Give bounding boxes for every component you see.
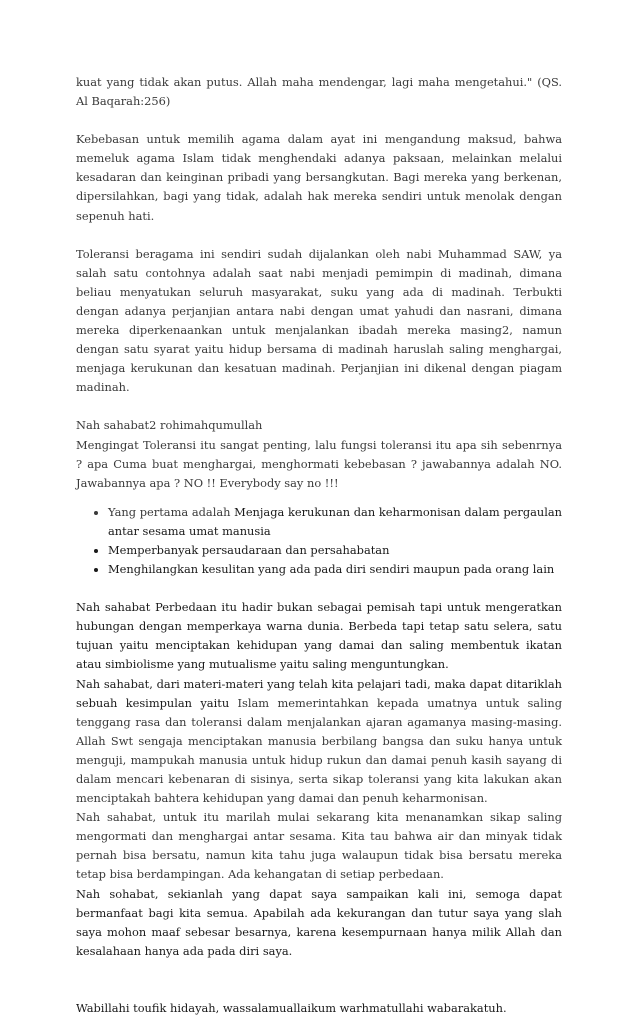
paragraph-quran-quote: kuat yang tidak akan putus. Allah maha mendengar, lagi maha mengetahui." (QS. Al Baqarah:256) (76, 75, 562, 109)
paragraph-greeting: Nah sahabat2 rohimahqumullah (76, 418, 263, 433)
paragraph-freedom-of-religion: Kebebasan untuk memilih agama dalam ayat ini mengandung maksud, bahwa memeluk agama Islam tidak menghendaki adanya paksaan, melainkan melalui kesadaran dan keinginan pribadi yang bersangkutan. Bagi mereka yang berkenan, dipersilahkan, bagi yang tidak, adalah hak mereka sendiri untuk menolak dengan sepenuh hati. (76, 132, 562, 223)
paragraph-conclusion (76, 675, 562, 809)
paragraph-closing-remarks: Nah sohabat, sekianlah yang dapat saya sampaikan kali ini, semoga dapat bermanfaat bagi kita semua. Apabilah ada kekurangan dan tutur saya yang slah saya mohon maaf sebesar besarnya, karena kesempurnaan hanya milik Allah dan kesalahaan hanya ada pada diri saya. (76, 886, 562, 958)
list-item: • Memperbanyak persaudaraan dan persahabatan (108, 541, 562, 560)
list-item-text: Menjaga kerukunan dan keharmonisan dalam pergaulan antar sesama umat manusia (108, 504, 563, 538)
paragraph-differences: Nah sahabat Perbedaan itu hadir bukan sebagai pemisah tapi untuk mengeratkan hubungan dengan memperkaya warna dunia. Berbeda tapi tetap satu selera, satu tujuan yaitu menciptakan kehidupan yang damai dan saling membentuk ikatan atau simbiolisme yang mutualisme yaitu saling menguntungkan. (76, 600, 562, 672)
paragraph-tolerance-history: Toleransi beragama ini sendiri sudah dijalankan oleh nabi Muhammad SAW, ya salah satu contohnya adalah saat nabi menjadi pemimpin di madinah, dimana beliau menyatukan seluruh masyarakat, suku yang ada di madinah. Terbukti dengan adanya perjanjian antara nabi dengan umat yahudi dan nasrani, dimana mereka diperkenaankan untuk menjalankan ibadah mereka masing2, namun dengan satu syarat yaitu hidup bersama di madinah haruslah saling menghargai, menjaga kerukunan dan kesatuan madinah. Perjanjian ini dikenal dengan piagam madinah. (76, 246, 562, 395)
tolerance-function-list (76, 503, 562, 579)
paragraph-tolerance-function: Mengingat Toleransi itu sangat penting, lalu fungsi toleransi itu apa sih sebenrnya ? apa Cuma buat menghargai, menghormati kebebasan ? jawabannya adalah NO. Jawabannya apa ? NO !! Everybody say no !!! (76, 437, 562, 490)
conclusion-lead: Nah sahabat, dari materi-materi yang telah kita pelajari tadi, maka dapat ditariklah sebuah kesimpulan yaitu (76, 676, 562, 710)
closing-salutation: Wabillahi toufik hidayah, wassalamuallaikum warhmatullahi wabarakatuh. (76, 1000, 507, 1015)
list-item: • Menghilangkan kesulitan yang ada pada diri sendiri maupun pada orang lain (108, 560, 562, 579)
list-item (108, 503, 562, 541)
conclusion-body: Islam memerintahkan kepada umatnya untuk saling tenggang rasa dan toleransi dalam menjalankan ajaran agamanya masing-masing. Allah Swt sengaja menciptakan manusia berbilang bangsa dan suku hanya untuk menguji, mampukah manusia untuk hidup rukun dan damai penuh kasih sayang di dalam mencari kebenaran di sisinya, serta sikap toleransi yang kita lakukan akan menciptakah bahtera kehidupan yang damai dan penuh keharmonisan. (76, 695, 562, 806)
list-item-lead: Yang pertama adalah (108, 504, 235, 519)
paragraph-respect: Nah sahabat, untuk itu marilah mulai sekarang kita menanamkan sikap saling mengormati dan menghargai antar sesama. Kita tau bahwa air dan minyak tidak pernah bisa bersatu, namun kita tahu juga walaupun tidak bisa bersatu mereka tetap bisa berdampingan. Ada kehangatan di setiap perbedaan. (76, 810, 562, 882)
